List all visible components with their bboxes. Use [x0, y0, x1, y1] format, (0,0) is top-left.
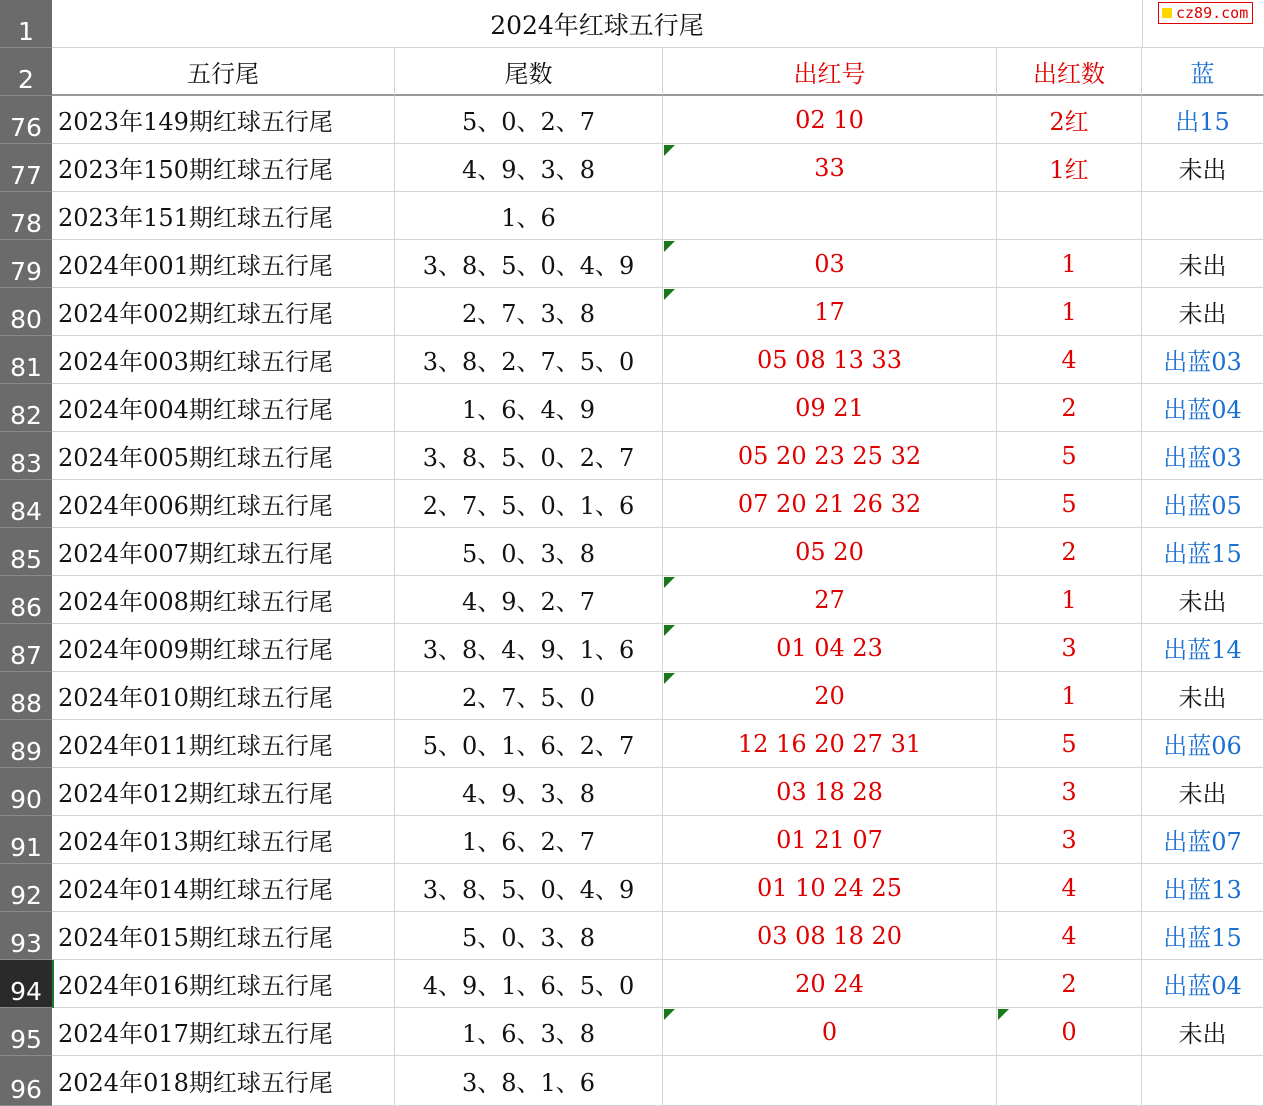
error-indicator-icon[interactable] [664, 577, 675, 588]
error-indicator-icon[interactable] [664, 1009, 675, 1020]
header-col-d[interactable]: 出红数 [997, 48, 1142, 96]
period-cell[interactable]: 2024年008期红球五行尾 [52, 576, 395, 624]
red-numbers-cell[interactable] [663, 1056, 997, 1106]
red-count-cell[interactable]: 1 [997, 240, 1142, 288]
red-numbers-cell[interactable]: 20 24 [663, 960, 997, 1008]
row-number[interactable]: 85 [0, 528, 52, 576]
red-numbers-cell[interactable]: 02 10 [663, 96, 997, 144]
red-count-cell[interactable]: 5 [997, 720, 1142, 768]
blue-cell[interactable]: 出蓝15 [1142, 912, 1264, 960]
row-number[interactable]: 78 [0, 192, 52, 240]
blue-cell[interactable] [1142, 1056, 1264, 1106]
watermark-square-icon [1162, 8, 1172, 18]
period-cell[interactable]: 2024年005期红球五行尾 [52, 432, 395, 480]
red-count-cell[interactable]: 1 [997, 672, 1142, 720]
header-col-c[interactable]: 出红号 [663, 48, 997, 96]
row-number[interactable]: 83 [0, 432, 52, 480]
red-count-cell[interactable]: 1 [997, 288, 1142, 336]
red-count-cell[interactable]: 0 [997, 1008, 1142, 1056]
row-number[interactable]: 76 [0, 96, 52, 144]
row-number[interactable]: 1 [0, 0, 52, 48]
period-cell[interactable]: 2024年014期红球五行尾 [52, 864, 395, 912]
red-numbers-cell[interactable]: 03 08 18 20 [663, 912, 997, 960]
row-number[interactable]: 96 [0, 1056, 52, 1106]
tails-cell[interactable]: 3、8、5、0、4、9 [395, 240, 663, 288]
tails-cell[interactable]: 1、6、2、7 [395, 816, 663, 864]
row-number[interactable]: 89 [0, 720, 52, 768]
red-count-cell[interactable]: 4 [997, 336, 1142, 384]
row-number[interactable]: 80 [0, 288, 52, 336]
tails-cell[interactable]: 4、9、3、8 [395, 768, 663, 816]
tails-cell[interactable]: 5、0、3、8 [395, 528, 663, 576]
red-count-cell[interactable]: 3 [997, 768, 1142, 816]
red-numbers-cell[interactable]: 27 [663, 576, 997, 624]
red-count-cell[interactable]: 4 [997, 912, 1142, 960]
row-number[interactable]: 87 [0, 624, 52, 672]
blue-cell[interactable]: 未出 [1142, 1008, 1264, 1056]
blue-cell[interactable]: 未出 [1142, 288, 1264, 336]
blue-cell[interactable]: 出蓝14 [1142, 624, 1264, 672]
row-number[interactable]: 95 [0, 1008, 52, 1056]
header-col-b[interactable]: 尾数 [395, 48, 663, 96]
error-indicator-icon[interactable] [998, 1009, 1009, 1020]
period-cell[interactable]: 2024年010期红球五行尾 [52, 672, 395, 720]
blue-cell[interactable]: 未出 [1142, 240, 1264, 288]
blue-cell[interactable]: 出蓝06 [1142, 720, 1264, 768]
blue-cell[interactable]: 出15 [1142, 96, 1264, 144]
period-cell[interactable]: 2024年018期红球五行尾 [52, 1056, 395, 1106]
row-number[interactable]: 84 [0, 480, 52, 528]
red-count-cell[interactable] [997, 192, 1142, 240]
tails-cell[interactable]: 5、0、3、8 [395, 912, 663, 960]
blue-cell[interactable]: 出蓝05 [1142, 480, 1264, 528]
blue-cell[interactable]: 出蓝03 [1142, 336, 1264, 384]
row-number[interactable]: 88 [0, 672, 52, 720]
tails-cell[interactable]: 5、0、1、6、2、7 [395, 720, 663, 768]
red-count-cell[interactable]: 2 [997, 384, 1142, 432]
period-cell[interactable]: 2024年001期红球五行尾 [52, 240, 395, 288]
tails-cell[interactable]: 5、0、2、7 [395, 96, 663, 144]
red-numbers-cell[interactable]: 03 [663, 240, 997, 288]
period-cell[interactable]: 2024年004期红球五行尾 [52, 384, 395, 432]
row-number[interactable]: 93 [0, 912, 52, 960]
row-number[interactable]: 81 [0, 336, 52, 384]
selection-indicator [52, 960, 54, 1008]
red-count-cell[interactable]: 2 [997, 960, 1142, 1008]
red-numbers-cell[interactable]: 0 [663, 1008, 997, 1056]
tails-cell[interactable]: 2、7、5、0 [395, 672, 663, 720]
red-numbers-cell[interactable]: 09 21 [663, 384, 997, 432]
error-indicator-icon[interactable] [664, 145, 675, 156]
period-cell[interactable]: 2024年013期红球五行尾 [52, 816, 395, 864]
blue-cell[interactable]: 出蓝04 [1142, 960, 1264, 1008]
red-count-cell[interactable]: 3 [997, 816, 1142, 864]
period-cell[interactable]: 2024年002期红球五行尾 [52, 288, 395, 336]
blue-cell[interactable]: 未出 [1142, 768, 1264, 816]
red-numbers-cell[interactable]: 01 04 23 [663, 624, 997, 672]
blue-cell[interactable]: 出蓝13 [1142, 864, 1264, 912]
header-col-e[interactable]: 蓝 [1142, 48, 1264, 96]
period-cell[interactable]: 2023年149期红球五行尾 [52, 96, 395, 144]
blue-cell[interactable]: 未出 [1142, 672, 1264, 720]
period-cell[interactable]: 2024年016期红球五行尾 [52, 960, 395, 1008]
tails-cell[interactable]: 3、8、2、7、5、0 [395, 336, 663, 384]
period-cell[interactable]: 2024年006期红球五行尾 [52, 480, 395, 528]
header-col-a[interactable]: 五行尾 [52, 48, 395, 96]
red-numbers-cell[interactable]: 07 20 21 26 32 [663, 480, 997, 528]
red-count-cell[interactable]: 5 [997, 480, 1142, 528]
blue-cell[interactable] [1142, 192, 1264, 240]
tails-cell[interactable]: 2、7、5、0、1、6 [395, 480, 663, 528]
red-numbers-cell[interactable]: 33 [663, 144, 997, 192]
red-count-cell[interactable]: 4 [997, 864, 1142, 912]
row-number[interactable]: 79 [0, 240, 52, 288]
blue-cell[interactable]: 出蓝03 [1142, 432, 1264, 480]
row-number[interactable]: 94 [0, 960, 52, 1008]
red-count-cell[interactable] [997, 1056, 1142, 1106]
error-indicator-icon[interactable] [664, 289, 675, 300]
red-numbers-cell[interactable]: 03 18 28 [663, 768, 997, 816]
red-count-cell[interactable]: 2红 [997, 96, 1142, 144]
sheet-title[interactable]: 2024年红球五行尾 [52, 0, 1142, 48]
row-number[interactable]: 2 [0, 48, 52, 96]
blue-cell[interactable]: 出蓝07 [1142, 816, 1264, 864]
red-count-cell[interactable]: 1红 [997, 144, 1142, 192]
period-cell[interactable]: 2023年150期红球五行尾 [52, 144, 395, 192]
red-count-cell[interactable]: 3 [997, 624, 1142, 672]
red-numbers-cell[interactable]: 05 08 13 33 [663, 336, 997, 384]
red-numbers-cell[interactable]: 05 20 23 25 32 [663, 432, 997, 480]
tails-cell[interactable]: 1、6、3、8 [395, 1008, 663, 1056]
red-numbers-cell[interactable]: 01 21 07 [663, 816, 997, 864]
blue-cell[interactable]: 出蓝15 [1142, 528, 1264, 576]
tails-cell[interactable]: 2、7、3、8 [395, 288, 663, 336]
row-number[interactable]: 77 [0, 144, 52, 192]
error-indicator-icon[interactable] [664, 625, 675, 636]
row-number[interactable]: 86 [0, 576, 52, 624]
row-number[interactable]: 91 [0, 816, 52, 864]
tails-cell[interactable]: 4、9、1、6、5、0 [395, 960, 663, 1008]
tails-cell[interactable]: 4、9、2、7 [395, 576, 663, 624]
period-cell[interactable]: 2023年151期红球五行尾 [52, 192, 395, 240]
error-indicator-icon[interactable] [664, 241, 675, 252]
red-numbers-cell[interactable]: 05 20 [663, 528, 997, 576]
tails-cell[interactable]: 3、8、5、0、4、9 [395, 864, 663, 912]
tails-cell[interactable]: 1、6、4、9 [395, 384, 663, 432]
period-cell[interactable]: 2024年003期红球五行尾 [52, 336, 395, 384]
tails-cell[interactable]: 3、8、5、0、2、7 [395, 432, 663, 480]
red-numbers-cell[interactable]: 12 16 20 27 31 [663, 720, 997, 768]
error-indicator-icon[interactable] [664, 673, 675, 684]
red-count-cell[interactable]: 5 [997, 432, 1142, 480]
period-cell[interactable]: 2024年007期红球五行尾 [52, 528, 395, 576]
site-watermark [1158, 2, 1253, 24]
tails-cell[interactable]: 1、6 [395, 192, 663, 240]
red-numbers-cell[interactable]: 01 10 24 25 [663, 864, 997, 912]
tails-cell[interactable]: 3、8、1、6 [395, 1056, 663, 1106]
row-number[interactable]: 90 [0, 768, 52, 816]
period-cell[interactable]: 2024年015期红球五行尾 [52, 912, 395, 960]
tails-cell[interactable]: 4、9、3、8 [395, 144, 663, 192]
red-numbers-cell[interactable] [663, 192, 997, 240]
blue-cell[interactable]: 出蓝04 [1142, 384, 1264, 432]
row-number[interactable]: 92 [0, 864, 52, 912]
blue-cell[interactable]: 未出 [1142, 576, 1264, 624]
period-cell[interactable]: 2024年017期红球五行尾 [52, 1008, 395, 1056]
period-cell[interactable]: 2024年012期红球五行尾 [52, 768, 395, 816]
red-count-cell[interactable]: 2 [997, 528, 1142, 576]
red-numbers-cell[interactable]: 17 [663, 288, 997, 336]
period-cell[interactable]: 2024年011期红球五行尾 [52, 720, 395, 768]
tails-cell[interactable]: 3、8、4、9、1、6 [395, 624, 663, 672]
red-count-cell[interactable]: 1 [997, 576, 1142, 624]
blue-cell[interactable]: 未出 [1142, 144, 1264, 192]
period-cell[interactable]: 2024年009期红球五行尾 [52, 624, 395, 672]
watermark-text: cz89.com [1176, 4, 1249, 22]
row-number[interactable]: 82 [0, 384, 52, 432]
red-numbers-cell[interactable]: 20 [663, 672, 997, 720]
